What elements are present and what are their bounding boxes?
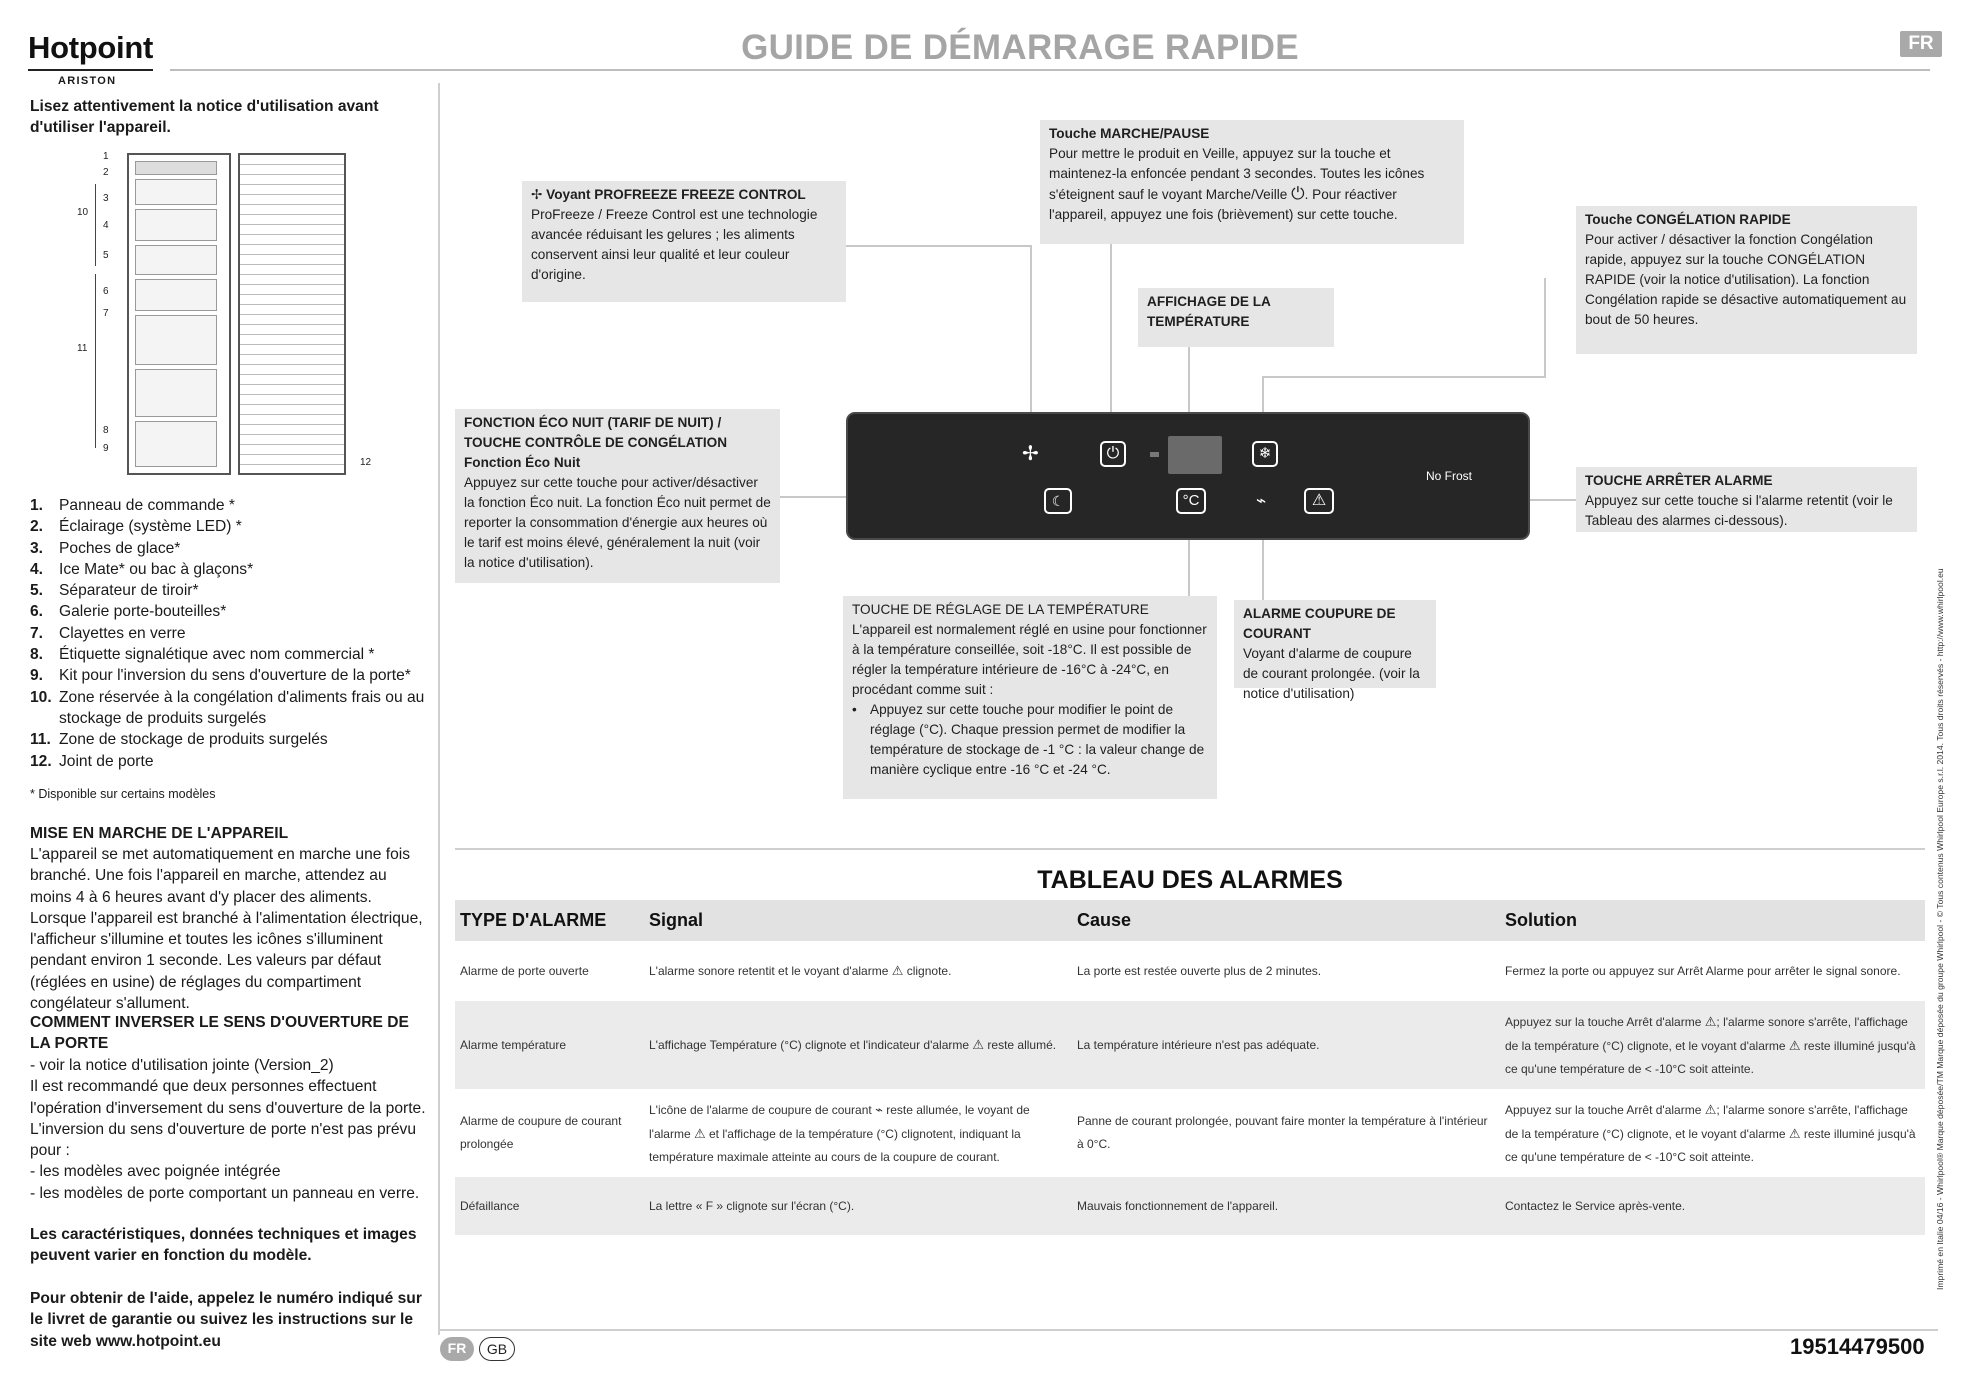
alarm-cause: La température intérieure n'est pas adéquate. <box>1072 1001 1500 1089</box>
alarm-triangle-icon: ⚠ <box>891 963 904 978</box>
diagram-label: 7 <box>103 308 109 319</box>
table-row <box>455 941 1925 1001</box>
legend-item: 11. Zone de stockage de produits surgelés <box>30 731 328 749</box>
column-header: Cause <box>1072 900 1500 941</box>
language-badge: FR <box>1900 31 1942 57</box>
diagram-label: 10 <box>77 207 89 218</box>
legend-item: 7. Clayettes en verre <box>30 624 186 642</box>
alarm-type: Alarme température <box>455 1001 644 1089</box>
leader-display <box>1188 346 1190 413</box>
glass-shelf-part <box>135 315 217 365</box>
callout-profreeze <box>522 181 846 302</box>
glass-shelf-part <box>135 369 217 417</box>
diagram-label: 6 <box>103 286 109 297</box>
callout-text: L'appareil est normalement réglé en usine pour fonctionner à la température conseillée, soit -18°C. Il est possible de régler la température intérieure de -16°C à -24°C, en procédant comme suit : <box>852 622 1207 697</box>
parts-legend <box>30 495 428 772</box>
legal-sidebar-text: Imprimé en Italie 04/16 - Whirlpool® Marque déposée/TM Marque déposée du groupe Whirlpool - © Tous contenus Whirlpool Europe s.r.l. 2014. Tous droits réservés - http://www.whirlpool.eu <box>1935 568 1945 1290</box>
callout-title: AFFICHAGE DE LA TEMPÉRATURE <box>1147 294 1271 329</box>
alarm-cause: Panne de courant prolongée, pouvant faire monter la température à l'intérieur à 0°C. <box>1072 1089 1500 1177</box>
alarm-triangle-icon: ⚠ <box>693 1125 706 1141</box>
legend-item: 4. Ice Mate* ou bac à glaçons* <box>30 560 254 578</box>
callout-title: TOUCHE ARRÊTER ALARME <box>1585 473 1773 488</box>
fast-freeze-button[interactable]: ❄ <box>1252 441 1278 467</box>
bracket-10 <box>95 184 96 266</box>
legend-item: 5. Séparateur de tiroir* <box>30 582 199 600</box>
startup-heading: MISE EN MARCHE DE L'APPAREIL <box>30 825 289 842</box>
startup-text: L'appareil se met automatiquement en marche une fois branché. Une fois l'appareil en marche, attendez au moins 4 à 6 heures avant d'y placer des aliments. Lorsque l'appareil est branché à l'alimentation électrique, l'afficheur s'illumine et toutes les icônes s'illuminent pendant environ 1 seconde. Les valeurs par défaut (réglées en usine) de réglages du compartiment congélateur s'allument. <box>30 846 423 1013</box>
power-failure-icon: ⌁ <box>1256 491 1267 510</box>
diagram-label: 1 <box>103 151 109 162</box>
legend-item: 3. Poches de glace* <box>30 539 181 557</box>
legend-item: 6. Galerie porte-bouteilles* <box>30 603 227 621</box>
alarm-solution: Contactez le Service après-vente. <box>1500 1177 1925 1235</box>
profreeze-fan-icon: ✢ <box>1022 443 1039 465</box>
legend-item: 1. Panneau de commande * <box>30 497 235 514</box>
diagram-label: 3 <box>103 193 109 204</box>
alarm-triangle-icon: ⚠ <box>1704 1101 1717 1117</box>
callout-title: Touche CONGÉLATION RAPIDE <box>1585 212 1791 227</box>
intro-text: Lisez attentivement la notice d'utilisation avant d'utiliser l'appareil. <box>30 98 379 137</box>
callout-eco-night <box>455 409 780 583</box>
callout-title: TOUCHE DE RÉGLAGE DE LA TEMPÉRATURE <box>852 602 1149 617</box>
diagram-label: 12 <box>360 457 372 468</box>
leader-fastfreeze-v <box>1262 376 1264 412</box>
specs-note: Les caractéristiques, données techniques et images peuvent varier en fonction du modèle. <box>30 1226 417 1265</box>
header-rule <box>170 69 1930 71</box>
door-line: - les modèles avec poignée intégrée <box>30 1163 281 1181</box>
stop-alarm-button[interactable]: ⚠ <box>1304 488 1334 514</box>
callout-text: Pour mettre le produit en Veille, appuyez sur la touche et maintenez-la enfoncée pendant 3 secondes. Toutes les icônes s'éteignent sauf le voyant Marche/Veille ⏻. Pour réactiver l'appareil, appuyez une fois (brièvement) sur cette touche. <box>1049 146 1425 222</box>
eco-night-button[interactable]: ☾ <box>1044 488 1072 514</box>
ice-pockets-part <box>135 179 217 205</box>
power-icon: ⏻ <box>1291 184 1305 203</box>
diagram-label: 8 <box>103 425 109 436</box>
alarm-cause: La porte est restée ouverte plus de 2 minutes. <box>1072 941 1500 1001</box>
callout-text: Appuyez sur cette touche si l'alarme retentit (voir le Tableau des alarmes ci-dessous). <box>1585 493 1893 528</box>
callout-temperature <box>843 596 1217 799</box>
bracket-11 <box>95 274 96 448</box>
diagram-label: 9 <box>103 443 109 454</box>
help-note: Pour obtenir de l'aide, appelez le numéro indiqué sur le livret de garantie ou suivez les instructions sur le site web www.hotpoint.eu <box>30 1290 422 1350</box>
callout-onoff <box>1040 120 1464 244</box>
door-line: L'inversion du sens d'ouverture de porte n'est pas prévu pour : <box>30 1120 417 1160</box>
language-gb-badge: GB <box>479 1337 515 1361</box>
door-line: - voir la notice d'utilisation jointe (Version_2) <box>30 1057 334 1074</box>
callout-title: FONCTION ÉCO NUIT (TARIF DE NUIT) / TOUCHE CONTRÔLE DE CONGÉLATION <box>464 415 728 450</box>
table-row <box>455 1089 1925 1177</box>
brand-underline <box>28 69 153 71</box>
ice-mate-part <box>135 209 217 241</box>
door-line: Il est recommandé que deux personnes effectuent l'opération d'inversement du sens d'ouverture de la porte. <box>30 1078 426 1117</box>
document-code: 19514479500 <box>1790 1334 1925 1359</box>
callout-text: ProFreeze / Freeze Control est une technologie avancée réduisant les gelures ; les aliments conservent ainsi leur qualité et leur couleur d'origine. <box>531 207 818 282</box>
table-row <box>455 1177 1925 1235</box>
legend-item: 12. Joint de porte <box>30 752 154 770</box>
alarm-solution: Appuyez sur la touche Arrêt d'alarme ⚠; l'alarme sonore s'arrête, l'affichage de la température (°C) clignote, et le voyant d'alarme ⚠ reste illuminé jusqu'à ce qu'une température de < -10°C soit atteinte. <box>1500 1001 1925 1089</box>
door-heading: COMMENT INVERSER LE SENS D'OUVERTURE DE LA PORTE <box>30 1014 409 1053</box>
brand-sublogo: ARISTON <box>58 75 117 87</box>
alarm-table <box>455 900 1925 1235</box>
page-title: GUIDE DE DÉMARRAGE RAPIDE <box>741 28 1299 67</box>
column-header: TYPE D'ALARME <box>455 900 644 941</box>
brand-logo: Hotpoint <box>28 30 153 65</box>
onoff-button[interactable]: ⏻ <box>1100 441 1126 467</box>
column-header: Solution <box>1500 900 1925 941</box>
alarm-triangle-icon: ⚠ <box>1788 1037 1801 1053</box>
control-panel-part <box>135 161 217 175</box>
callout-title: Voyant PROFREEZE FREEZE CONTROL <box>546 187 806 202</box>
leader-fastfreeze-h <box>1262 376 1546 378</box>
power-failure-icon: ⌁ <box>875 1101 883 1117</box>
alarm-solution: Appuyez sur la touche Arrêt d'alarme ⚠; l'alarme sonore s'arrête, l'affichage de la température (°C) clignote, et le voyant d'alarme ⚠ reste illuminé jusqu'à ce qu'une température de < -10°C soit atteinte. <box>1500 1089 1925 1177</box>
legend-item: 2. Éclairage (système LED) * <box>30 518 242 536</box>
freezer-diagram <box>75 150 395 480</box>
no-frost-label: No Frost <box>1426 469 1473 483</box>
temperature-display <box>1168 436 1222 474</box>
control-panel <box>846 412 1530 540</box>
callout-title: Touche MARCHE/PAUSE <box>1049 126 1210 141</box>
table-header-row <box>455 900 1925 941</box>
diagram-label: 11 <box>77 343 88 354</box>
callout-subtitle: Fonction Éco Nuit <box>464 455 581 470</box>
leader-profreeze-h <box>844 245 1032 247</box>
diagram-label: 2 <box>103 167 109 178</box>
callout-stop-alarm <box>1576 467 1917 532</box>
drawer-divider-part <box>135 245 217 275</box>
language-fr-badge: FR <box>440 1337 474 1361</box>
alarm-type: Alarme de coupure de courant prolongée <box>455 1089 644 1177</box>
leader-fastfreeze-up <box>1544 278 1546 378</box>
display-dash <box>1150 452 1159 457</box>
footer-rule <box>438 1329 1938 1331</box>
freezer-door <box>238 153 346 475</box>
alarm-type: Défaillance <box>455 1177 644 1235</box>
alarm-cause: Mauvais fonctionnement de l'appareil. <box>1072 1177 1500 1235</box>
diagram-label: 4 <box>103 220 109 231</box>
table-row <box>455 1001 1925 1089</box>
diagram-label: 5 <box>103 250 109 261</box>
column-header: Signal <box>644 900 1072 941</box>
section-rule <box>455 848 1925 850</box>
callout-bullet: • Appuyez sur cette touche pour modifier le point de réglage (°C). Chaque pression permet de modifier la température de stockage de -1 °C : la valeur change de manière cyclique entre -16 °C et -24 °C. <box>852 702 1205 777</box>
callout-text: Pour activer / désactiver la fonction Congélation rapide, appuyez sur la touche CONGÉLATION RAPIDE (voir la notice d'utilisation). La fonction Congélation rapide se désactive automatiquement au bout de 50 heures. <box>1585 232 1907 327</box>
callout-power-failure <box>1234 600 1436 701</box>
callout-display <box>1138 288 1334 347</box>
callout-fastfreeze <box>1576 206 1917 354</box>
alarm-signal: L'alarme sonore retentit et le voyant d'alarme ⚠ clignote. <box>644 941 1072 1001</box>
alarm-triangle-icon: ⚠ <box>972 1037 985 1052</box>
alarm-triangle-icon: ⚠ <box>1788 1125 1801 1141</box>
alarm-table-title: TABLEAU DES ALARMES <box>1037 866 1343 894</box>
callout-text: Appuyez sur cette touche pour activer/désactiver la fonction Éco nuit. La fonction Éco nuit permet de reporter la consommation d'énergie aux heures où le tarif est moins élevé, généralement la nuit (voir la notice d'utilisation). <box>464 475 771 570</box>
fan-icon: ✢ <box>531 187 543 202</box>
legend-item: 10. Zone réservée à la congélation d'aliments frais ou au stockage de produits surgelés <box>30 688 425 727</box>
alarm-signal: L'icône de l'alarme de coupure de courant ⌁ reste allumée, le voyant de l'alarme ⚠ et l'affichage de la température (°C) clignotent, indiquant la température maximale atteinte au cours de la coupure de courant. <box>644 1089 1072 1177</box>
alarm-signal: L'affichage Température (°C) clignote et l'indicateur d'alarme ⚠ reste allumé. <box>644 1001 1072 1089</box>
alarm-triangle-icon: ⚠ <box>1704 1013 1717 1029</box>
legend-item: 8. Étiquette signalétique avec nom commercial * <box>30 646 375 664</box>
legend-item: 9. Kit pour l'inversion du sens d'ouverture de la porte* <box>30 667 411 685</box>
door-line: - les modèles de porte comportant un panneau en verre. <box>30 1184 420 1202</box>
leader-onoff <box>1110 243 1112 413</box>
alarm-signal: La lettre « F » clignote sur l'écran (°C). <box>644 1177 1072 1235</box>
column-divider <box>438 83 440 1335</box>
bottom-drawer-part <box>135 421 217 467</box>
leader-profreeze <box>1030 245 1032 413</box>
callout-text: Voyant d'alarme de coupure de courant prolongée. (voir la notice d'utilisation) <box>1243 646 1420 701</box>
temperature-button[interactable]: °C <box>1176 488 1206 514</box>
bottle-rack-part <box>135 279 217 311</box>
alarm-solution: Fermez la porte ou appuyez sur Arrêt Alarme pour arrêter le signal sonore. <box>1500 941 1925 1001</box>
freezer-cabinet <box>127 153 231 475</box>
footnote: * Disponible sur certains modèles <box>30 787 216 801</box>
callout-title: ALARME COUPURE DE COURANT <box>1243 606 1396 641</box>
door-instructions <box>30 1055 428 1204</box>
alarm-type: Alarme de porte ouverte <box>455 941 644 1001</box>
